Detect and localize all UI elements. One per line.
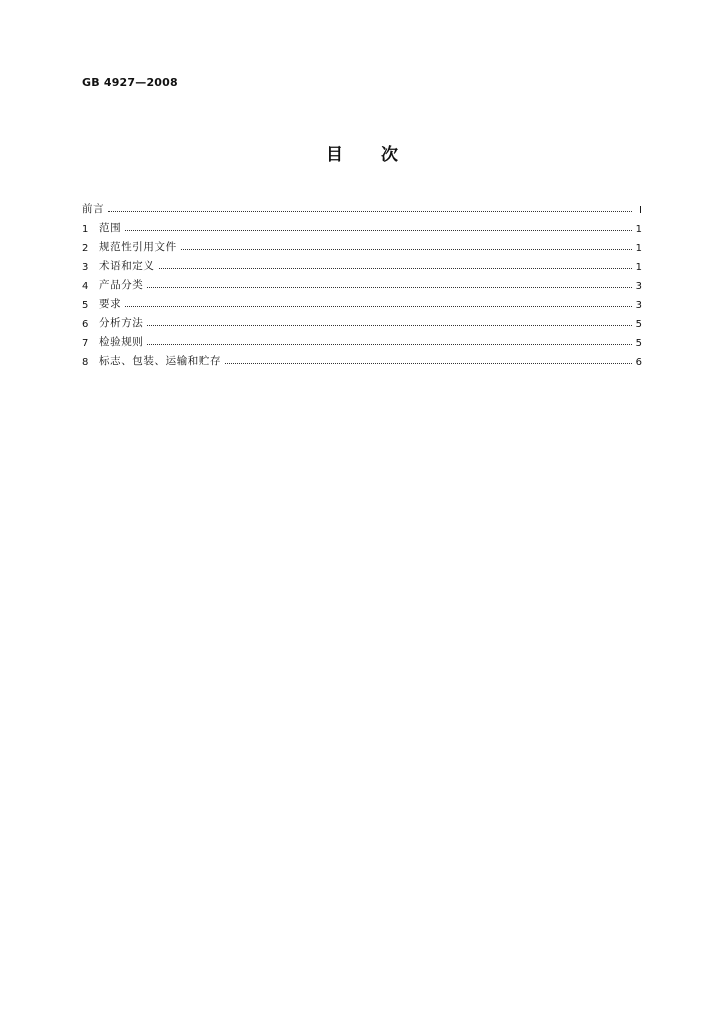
- toc-entry-number: 1: [82, 224, 89, 235]
- toc-entry-number: 3: [82, 262, 89, 273]
- toc-entry-4[interactable]: [82, 273, 642, 292]
- toc-entry-label: 术语和定义: [99, 260, 155, 272]
- toc-leader-dots: [125, 306, 631, 307]
- toc-entry-foreword[interactable]: [82, 197, 642, 216]
- toc-entry-page: 5: [635, 338, 642, 349]
- toc-entry-label: 前言: [82, 203, 105, 215]
- toc-entry-page: 1: [635, 243, 642, 254]
- toc-entry-page: 5: [635, 319, 642, 330]
- toc-leader-dots: [147, 325, 631, 326]
- toc-entry-number: 4: [82, 281, 89, 292]
- toc-entry-label: 范围: [99, 222, 122, 234]
- toc-title-part1: 目: [326, 145, 343, 165]
- toc-entry-number: 2: [82, 243, 89, 254]
- toc-entry-label: 分析方法: [99, 317, 144, 329]
- toc-leader-dots: [147, 344, 631, 345]
- toc-entry-label: 标志、包装、运输和贮存: [99, 355, 222, 367]
- toc-entry-2[interactable]: [82, 235, 642, 254]
- toc-leader-dots: [125, 230, 631, 231]
- toc-leader-dots: [181, 249, 632, 250]
- toc-entry-label: 规范性引用文件: [99, 241, 177, 253]
- toc-entry-page: 3: [635, 281, 642, 292]
- toc-entry-number: 5: [82, 300, 89, 311]
- toc-entry-7[interactable]: [82, 330, 642, 349]
- toc-entry-5[interactable]: [82, 292, 642, 311]
- toc-entry-page: 1: [635, 224, 642, 235]
- toc-entry-number: 6: [82, 319, 89, 330]
- toc-entry-page: 3: [635, 300, 642, 311]
- standard-code: GB 4927—2008: [82, 76, 178, 89]
- toc-entry-label: 要求: [99, 298, 122, 310]
- toc-entry-label: 检验规则: [99, 336, 144, 348]
- toc-title: [0, 140, 724, 165]
- toc-entry-number: 8: [82, 357, 89, 368]
- toc-leader-dots: [159, 268, 632, 269]
- toc-leader-dots: [108, 211, 632, 212]
- toc-entry-number: 7: [82, 338, 89, 349]
- toc-entry-label: 产品分类: [99, 279, 144, 291]
- toc-title-part2: 次: [381, 145, 398, 165]
- toc-entry-3[interactable]: [82, 254, 642, 273]
- toc-entry-1[interactable]: [82, 216, 642, 235]
- table-of-contents: [82, 197, 642, 368]
- toc-entry-page: 1: [635, 262, 642, 273]
- toc-leader-dots: [225, 363, 632, 364]
- toc-entry-page: 6: [635, 357, 642, 368]
- toc-entry-8[interactable]: [82, 349, 642, 368]
- toc-entry-page: Ⅰ: [639, 205, 642, 216]
- toc-leader-dots: [147, 287, 631, 288]
- toc-entry-6[interactable]: [82, 311, 642, 330]
